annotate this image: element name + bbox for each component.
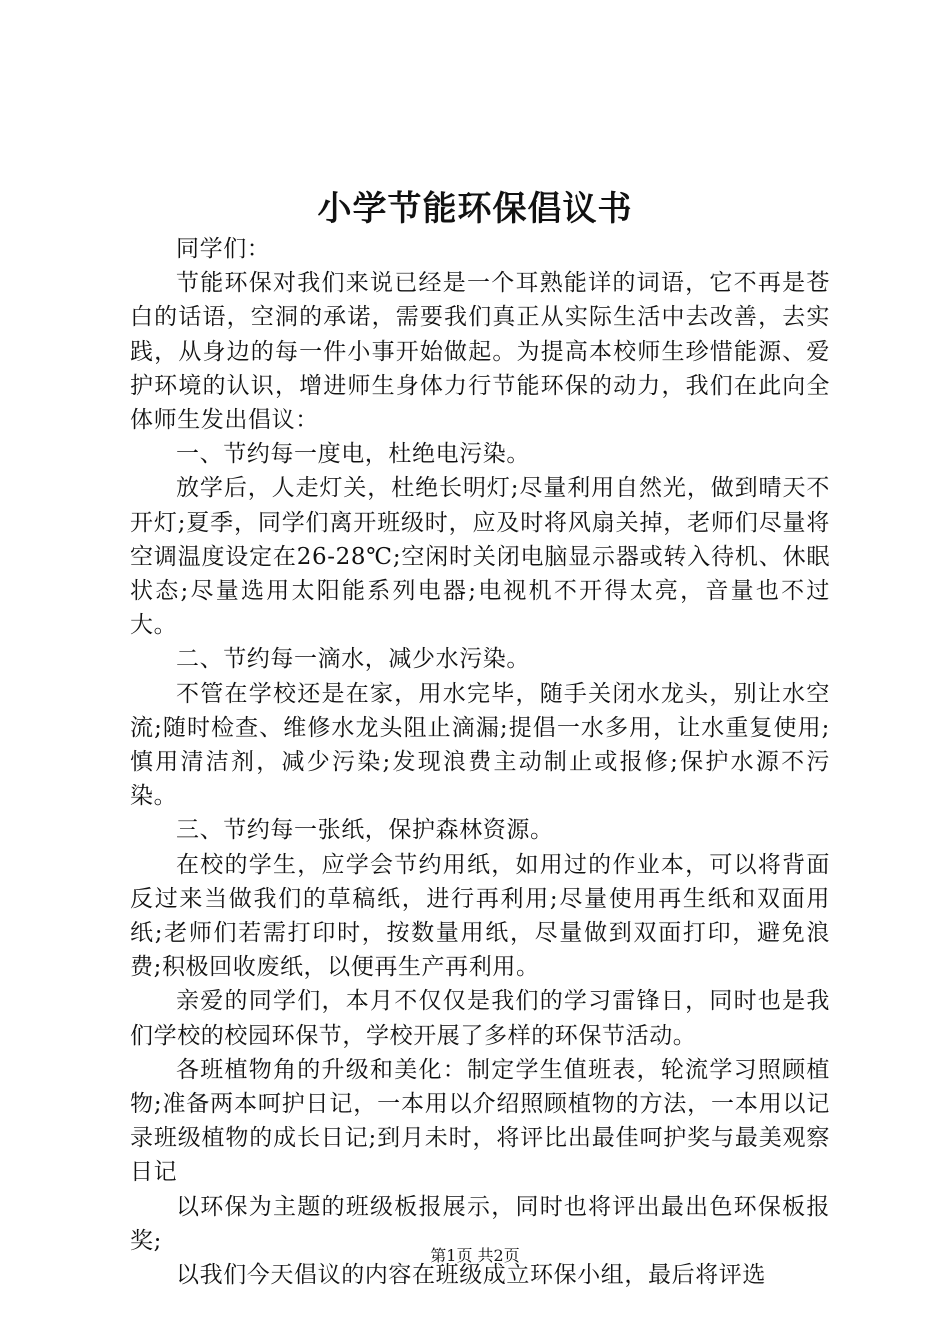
paragraph-electricity: 放学后，人走灯关，杜绝长明灯;尽量利用自然光，做到晴天不开灯;夏季，同学们离开班级时，应及时将风扇关掉，老师们尽量将空调温度设定在26-28℃;空闲时关闭电脑显示器或转入待机、休眠状态;尽量选用太阳能系列电器;电视机不开得太亮，音量也不过大。 <box>130 475 830 639</box>
paragraph-blackboard: 以环保为主题的班级板报展示，同时也将评出最出色环保板报奖; <box>130 1193 830 1254</box>
paragraph-plant-corner: 各班植物角的升级和美化：制定学生值班表，轮流学习照顾植物;准备两本呵护日记，一本用以介绍照顾植物的方法，一本用以记录班级植物的成长日记;到月未时，将评比出最佳呵护奖与最美观察日记 <box>130 1056 830 1186</box>
paragraph-paper: 在校的学生，应学会节约用纸，如用过的作业本，可以将背面反过来当做我们的草稿纸，进行再利用;尽量使用再生纸和双面用纸;老师们若需打印时，按数量用纸，尽量做到双面打印，避免浪费;积极回收废纸，以便再生产再利用。 <box>130 851 830 981</box>
document-title: 小学节能环保倡议书 <box>317 189 633 229</box>
page-number: 第1页 共2页 <box>430 1246 520 1265</box>
paragraph-intro: 节能环保对我们来说已经是一个耳熟能详的词语，它不再是苍白的话语，空洞的承诺，需要我们真正从实际生活中去改善，去实践，从身边的每一件小事开始做起。为提高本校师生珍惜能源、爱护环境的认识，增进师生身体力行节能环保的动力，我们在此向全体师生发出倡议： <box>130 270 830 434</box>
paragraph-festival: 亲爱的同学们，本月不仅仅是我们的学习雷锋日，同时也是我们学校的校园环保节，学校开展了多样的环保节活动。 <box>130 988 830 1049</box>
paragraph-eco-group: 以我们今天倡议的内容在班级成立环保小组，最后将评选 <box>176 1262 766 1289</box>
salutation: 同学们： <box>176 236 271 262</box>
document-body <box>130 232 830 1292</box>
section-heading-electricity: 一、节约每一度电，杜绝电污染。 <box>176 441 530 468</box>
section-heading-water: 二、节约每一滴水，减少水污染。 <box>176 646 530 673</box>
section-heading-paper: 三、节约每一张纸，保护森林资源。 <box>176 817 554 844</box>
paragraph-water: 不管在学校还是在家，用水完毕，随手关闭水龙头，别让水空流;随时检查、维修水龙头阻止滴漏;提倡一水多用，让水重复使用;慎用清洁剂，减少污染;发现浪费主动制止或报修;保护水源不污染。 <box>130 680 830 810</box>
